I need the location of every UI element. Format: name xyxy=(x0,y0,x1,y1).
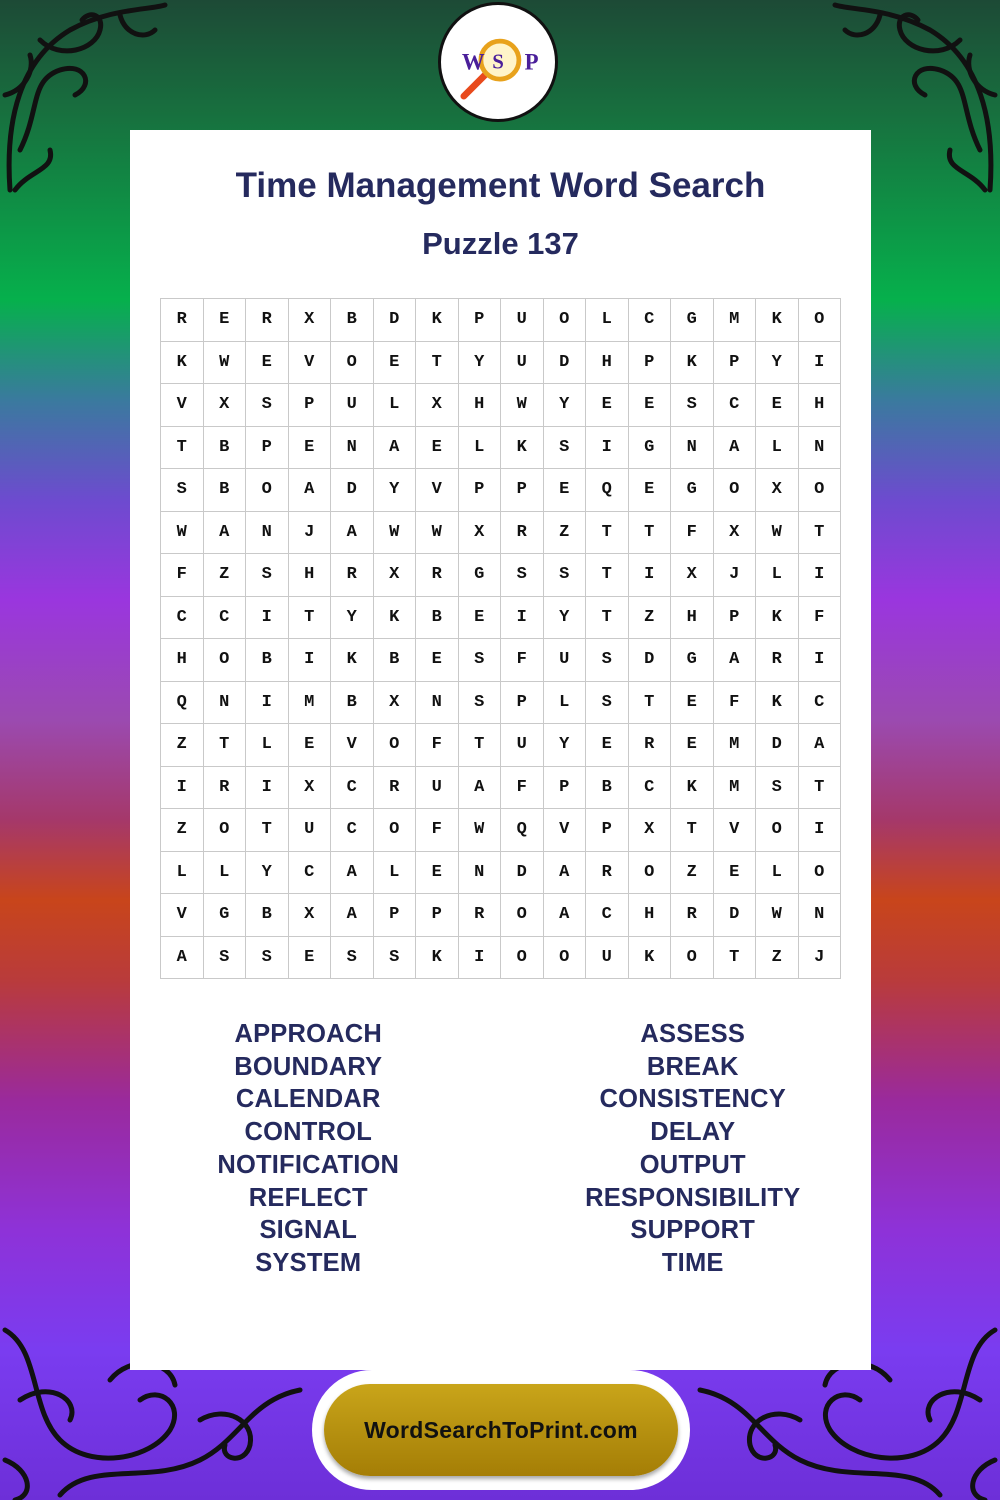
grid-cell[interactable]: B xyxy=(246,894,289,937)
grid-cell[interactable]: R xyxy=(756,639,799,682)
grid-cell[interactable]: U xyxy=(331,384,374,427)
grid-cell[interactable]: L xyxy=(459,427,502,470)
grid-cell[interactable]: C xyxy=(331,767,374,810)
grid-cell[interactable]: E xyxy=(629,384,672,427)
grid-cell[interactable]: W xyxy=(161,512,204,555)
grid-cell[interactable]: P xyxy=(544,767,587,810)
grid-cell[interactable]: L xyxy=(756,852,799,895)
grid-cell[interactable]: D xyxy=(756,724,799,767)
grid-cell[interactable]: O xyxy=(374,724,417,767)
grid-cell[interactable]: Q xyxy=(501,809,544,852)
grid-cell[interactable]: P xyxy=(501,682,544,725)
grid-cell[interactable]: K xyxy=(416,937,459,980)
grid-cell[interactable]: T xyxy=(161,427,204,470)
grid-cell[interactable]: A xyxy=(799,724,842,767)
grid-cell[interactable]: X xyxy=(714,512,757,555)
grid-cell[interactable]: E xyxy=(671,724,714,767)
grid-cell[interactable]: K xyxy=(756,597,799,640)
letter-grid xyxy=(160,298,841,979)
grid-cell[interactable]: L xyxy=(374,384,417,427)
puzzle-subtitle: Puzzle 137 xyxy=(422,226,579,261)
grid-cell[interactable]: K xyxy=(416,299,459,342)
grid-cell[interactable]: T xyxy=(586,597,629,640)
grid-cell[interactable]: D xyxy=(501,852,544,895)
puzzle-card xyxy=(130,130,871,1370)
grid-cell[interactable]: U xyxy=(544,639,587,682)
grid-cell[interactable]: C xyxy=(331,809,374,852)
grid-cell[interactable]: F xyxy=(671,512,714,555)
grid-cell[interactable]: I xyxy=(246,597,289,640)
word-item: CALENDAR xyxy=(235,1085,381,1114)
grid-cell[interactable]: S xyxy=(671,384,714,427)
grid-cell[interactable]: G xyxy=(459,554,502,597)
grid-cell[interactable]: Y xyxy=(544,597,587,640)
word-item: APPROACH xyxy=(234,1020,383,1048)
grid-cell[interactable]: Y xyxy=(544,724,587,767)
grid-cell[interactable]: L xyxy=(161,852,204,895)
grid-cell[interactable]: F xyxy=(501,767,544,810)
grid-cell[interactable]: K xyxy=(161,342,204,385)
grid-cell[interactable]: X xyxy=(289,767,332,810)
grid-cell[interactable]: W xyxy=(459,809,502,852)
word-item: CONSISTENCY xyxy=(599,1085,786,1114)
magnifier-icon xyxy=(441,5,555,119)
grid-cell[interactable]: I xyxy=(629,554,672,597)
grid-cell[interactable]: B xyxy=(204,469,247,512)
grid-cell[interactable]: B xyxy=(416,597,459,640)
grid-cell[interactable]: Y xyxy=(459,342,502,385)
grid-cell[interactable]: X xyxy=(289,894,332,937)
grid-cell[interactable]: D xyxy=(714,894,757,937)
grid-cell[interactable]: R xyxy=(501,512,544,555)
grid-cell[interactable]: J xyxy=(799,937,842,980)
grid-cell[interactable]: A xyxy=(331,512,374,555)
grid-cell[interactable]: R xyxy=(161,299,204,342)
grid-cell[interactable]: R xyxy=(204,767,247,810)
grid-cell[interactable]: A xyxy=(374,427,417,470)
grid-cell[interactable]: E xyxy=(416,852,459,895)
grid-cell[interactable]: I xyxy=(459,937,502,980)
grid-cell[interactable]: Z xyxy=(544,512,587,555)
grid-cell[interactable]: B xyxy=(204,427,247,470)
grid-cell[interactable]: R xyxy=(586,852,629,895)
grid-cell[interactable]: A xyxy=(714,639,757,682)
grid-cell[interactable]: P xyxy=(459,299,502,342)
grid-cell[interactable]: O xyxy=(246,469,289,512)
grid-cell[interactable]: B xyxy=(586,767,629,810)
grid-cell[interactable]: I xyxy=(161,767,204,810)
grid-cell[interactable]: Q xyxy=(586,469,629,512)
grid-cell[interactable]: N xyxy=(204,682,247,725)
grid-cell[interactable]: O xyxy=(374,809,417,852)
grid-cell[interactable]: I xyxy=(799,639,842,682)
grid-cell[interactable]: E xyxy=(671,682,714,725)
grid-cell[interactable]: P xyxy=(586,809,629,852)
grid-cell[interactable]: M xyxy=(714,724,757,767)
grid-cell[interactable]: E xyxy=(629,469,672,512)
grid-cell[interactable]: S xyxy=(501,554,544,597)
grid-cell[interactable]: X xyxy=(289,299,332,342)
grid-cell[interactable]: C xyxy=(289,852,332,895)
grid-cell[interactable]: I xyxy=(586,427,629,470)
word-item: BREAK xyxy=(646,1052,739,1081)
grid-cell[interactable]: A xyxy=(544,852,587,895)
grid-cell[interactable]: K xyxy=(671,342,714,385)
site-badge xyxy=(312,1370,690,1490)
grid-cell[interactable]: I xyxy=(289,639,332,682)
grid-cell[interactable]: A xyxy=(161,937,204,980)
grid-cell[interactable]: G xyxy=(671,469,714,512)
grid-cell[interactable]: T xyxy=(586,554,629,597)
grid-cell[interactable]: A xyxy=(459,767,502,810)
grid-cell[interactable]: L xyxy=(544,682,587,725)
grid-cell[interactable]: E xyxy=(714,852,757,895)
grid-cell[interactable]: C xyxy=(629,767,672,810)
grid-cell[interactable]: S xyxy=(544,554,587,597)
grid-cell[interactable]: N xyxy=(246,512,289,555)
grid-cell[interactable]: G xyxy=(629,427,672,470)
grid-cell[interactable]: A xyxy=(204,512,247,555)
grid-cell[interactable]: X xyxy=(204,384,247,427)
grid-cell[interactable]: A xyxy=(331,852,374,895)
grid-cell[interactable]: O xyxy=(204,809,247,852)
grid-cell[interactable]: T xyxy=(586,512,629,555)
grid-cell[interactable]: O xyxy=(544,299,587,342)
grid-cell[interactable]: G xyxy=(671,639,714,682)
grid-cell[interactable]: W xyxy=(756,512,799,555)
grid-cell[interactable]: K xyxy=(756,299,799,342)
grid-cell[interactable]: E xyxy=(374,342,417,385)
word-item: NOTIFICATION xyxy=(217,1150,400,1179)
grid-cell[interactable]: A xyxy=(714,427,757,470)
grid-cell[interactable]: R xyxy=(331,554,374,597)
grid-cell[interactable]: I xyxy=(246,767,289,810)
grid-cell[interactable]: O xyxy=(204,639,247,682)
logo-letter-s: S xyxy=(492,49,504,74)
grid-cell[interactable]: K xyxy=(671,767,714,810)
grid-cell[interactable]: S xyxy=(544,427,587,470)
grid-cell[interactable]: R xyxy=(629,724,672,767)
grid-cell[interactable]: H xyxy=(289,554,332,597)
puzzle-title: Time Management Word Search xyxy=(235,166,766,205)
grid-cell[interactable]: W xyxy=(501,384,544,427)
grid-cell[interactable]: N xyxy=(416,682,459,725)
grid-cell[interactable]: Z xyxy=(161,724,204,767)
grid-cell[interactable]: U xyxy=(586,937,629,980)
grid-cell[interactable]: P xyxy=(459,469,502,512)
grid-cell[interactable]: D xyxy=(544,342,587,385)
word-list-right xyxy=(508,1018,879,1280)
grid-cell[interactable]: M xyxy=(714,299,757,342)
grid-cell[interactable]: S xyxy=(331,937,374,980)
site-url[interactable]: WordSearchToPrint.com xyxy=(364,1416,638,1443)
grid-cell[interactable]: V xyxy=(544,809,587,852)
grid-cell[interactable]: S xyxy=(459,639,502,682)
grid-cell[interactable]: X xyxy=(459,512,502,555)
grid-cell[interactable]: V xyxy=(161,894,204,937)
grid-cell[interactable]: S xyxy=(374,937,417,980)
grid-cell[interactable]: B xyxy=(374,639,417,682)
grid-cell[interactable]: E xyxy=(289,427,332,470)
grid-cell[interactable]: L xyxy=(756,554,799,597)
grid-cell[interactable]: H xyxy=(629,894,672,937)
grid-cell[interactable]: T xyxy=(671,809,714,852)
grid-cell[interactable]: F xyxy=(161,554,204,597)
grid-cell[interactable]: F xyxy=(416,724,459,767)
grid-cell[interactable]: J xyxy=(714,554,757,597)
grid-cell[interactable]: L xyxy=(204,852,247,895)
grid-cell[interactable]: X xyxy=(374,554,417,597)
grid-cell[interactable]: T xyxy=(799,767,842,810)
grid-cell[interactable]: I xyxy=(799,554,842,597)
grid-cell[interactable]: C xyxy=(161,597,204,640)
grid-cell[interactable]: P xyxy=(714,342,757,385)
grid-cell[interactable]: E xyxy=(289,724,332,767)
grid-cell[interactable]: J xyxy=(289,512,332,555)
grid-cell[interactable]: I xyxy=(799,809,842,852)
grid-cell[interactable]: X xyxy=(374,682,417,725)
grid-cell[interactable]: T xyxy=(629,512,672,555)
grid-cell[interactable]: I xyxy=(799,342,842,385)
grid-cell[interactable]: H xyxy=(671,597,714,640)
word-item: TIME xyxy=(661,1248,724,1277)
grid-cell[interactable]: O xyxy=(799,852,842,895)
grid-cell[interactable]: D xyxy=(331,469,374,512)
grid-cell[interactable]: H xyxy=(161,639,204,682)
grid-cell[interactable]: I xyxy=(246,682,289,725)
grid-cell[interactable]: E xyxy=(586,384,629,427)
grid-cell[interactable]: L xyxy=(586,299,629,342)
grid-cell[interactable]: E xyxy=(416,427,459,470)
grid-cell[interactable]: E xyxy=(289,937,332,980)
grid-cell[interactable]: L xyxy=(246,724,289,767)
grid-cell[interactable]: Y xyxy=(331,597,374,640)
word-item: OUTPUT xyxy=(639,1150,746,1179)
logo-letter-w: W xyxy=(461,49,485,75)
grid-cell[interactable]: U xyxy=(416,767,459,810)
grid-cell[interactable]: N xyxy=(799,894,842,937)
grid-cell[interactable]: O xyxy=(671,937,714,980)
grid-cell[interactable]: B xyxy=(246,639,289,682)
grid-cell[interactable]: U xyxy=(289,809,332,852)
grid-cell[interactable]: P xyxy=(714,597,757,640)
grid-cell[interactable]: R xyxy=(246,299,289,342)
grid-cell[interactable]: O xyxy=(629,852,672,895)
grid-cell[interactable]: L xyxy=(374,852,417,895)
word-item: DELAY xyxy=(650,1118,736,1147)
grid-cell[interactable]: V xyxy=(161,384,204,427)
grid-cell[interactable]: O xyxy=(756,809,799,852)
grid-cell[interactable]: P xyxy=(246,427,289,470)
grid-cell[interactable]: Y xyxy=(756,342,799,385)
grid-cell[interactable]: H xyxy=(799,384,842,427)
grid-cell[interactable]: T xyxy=(416,342,459,385)
grid-cell[interactable]: O xyxy=(331,342,374,385)
word-item: SIGNAL xyxy=(259,1216,358,1245)
grid-cell[interactable]: M xyxy=(289,682,332,725)
grid-cell[interactable]: H xyxy=(586,342,629,385)
grid-cell[interactable]: N xyxy=(459,852,502,895)
grid-cell[interactable]: R xyxy=(416,554,459,597)
grid-cell[interactable]: T xyxy=(629,682,672,725)
grid-cell[interactable]: U xyxy=(501,299,544,342)
grid-cell[interactable]: F xyxy=(714,682,757,725)
grid-cell[interactable]: Y xyxy=(246,852,289,895)
grid-cell[interactable]: C xyxy=(714,384,757,427)
grid-cell[interactable]: R xyxy=(459,894,502,937)
grid-cell[interactable]: E xyxy=(459,597,502,640)
grid-cell[interactable]: K xyxy=(629,937,672,980)
grid-cell[interactable]: E xyxy=(756,384,799,427)
grid-cell[interactable]: E xyxy=(416,639,459,682)
grid-cell[interactable]: O xyxy=(544,937,587,980)
grid-cell[interactable]: V xyxy=(289,342,332,385)
grid-cell[interactable]: H xyxy=(459,384,502,427)
word-item: SUPPORT xyxy=(630,1216,756,1245)
grid-cell[interactable]: C xyxy=(629,299,672,342)
grid-cell[interactable]: E xyxy=(246,342,289,385)
grid-cell[interactable]: S xyxy=(756,767,799,810)
grid-cell[interactable]: S xyxy=(246,937,289,980)
grid-cell[interactable]: S xyxy=(246,384,289,427)
grid-cell[interactable]: O xyxy=(714,469,757,512)
grid-cell[interactable]: V xyxy=(416,469,459,512)
grid-cell[interactable]: F xyxy=(416,809,459,852)
grid-cell[interactable]: K xyxy=(756,682,799,725)
grid-cell[interactable]: C xyxy=(204,597,247,640)
grid-cell[interactable]: S xyxy=(586,682,629,725)
grid-cell[interactable]: D xyxy=(629,639,672,682)
grid-cell[interactable]: N xyxy=(331,427,374,470)
word-item: ASSESS xyxy=(640,1020,746,1048)
grid-cell[interactable]: N xyxy=(671,427,714,470)
word-item: RESPONSIBILITY xyxy=(585,1183,801,1212)
grid-cell[interactable]: P xyxy=(501,469,544,512)
grid-cell[interactable]: O xyxy=(501,894,544,937)
grid-cell[interactable]: W xyxy=(416,512,459,555)
grid-cell[interactable]: B xyxy=(331,299,374,342)
grid-cell[interactable]: T xyxy=(799,512,842,555)
grid-cell[interactable]: V xyxy=(331,724,374,767)
grid-cell[interactable]: S xyxy=(246,554,289,597)
grid-cell[interactable]: N xyxy=(799,427,842,470)
word-item: SYSTEM xyxy=(255,1248,362,1277)
grid-cell[interactable]: Z xyxy=(204,554,247,597)
grid-cell[interactable]: T xyxy=(459,724,502,767)
grid-cell[interactable]: I xyxy=(501,597,544,640)
grid-cell[interactable]: T xyxy=(246,809,289,852)
grid-cell[interactable]: Y xyxy=(374,469,417,512)
grid-cell[interactable]: A xyxy=(331,894,374,937)
grid-cell[interactable]: Q xyxy=(161,682,204,725)
grid-cell[interactable]: D xyxy=(374,299,417,342)
word-list xyxy=(130,1018,871,1280)
grid-cell[interactable]: G xyxy=(204,894,247,937)
grid-cell[interactable]: U xyxy=(501,342,544,385)
grid-cell[interactable]: P xyxy=(289,384,332,427)
grid-cell[interactable]: S xyxy=(161,469,204,512)
logo-letter-p: P xyxy=(524,49,539,75)
grid-cell[interactable]: O xyxy=(799,469,842,512)
grid-cell[interactable]: P xyxy=(374,894,417,937)
grid-cell[interactable]: S xyxy=(459,682,502,725)
grid-cell[interactable]: P xyxy=(629,342,672,385)
word-list-left xyxy=(123,1018,494,1280)
grid-cell[interactable]: O xyxy=(799,299,842,342)
grid-cell[interactable]: L xyxy=(756,427,799,470)
grid-cell[interactable]: Y xyxy=(544,384,587,427)
grid-cell[interactable]: C xyxy=(586,894,629,937)
grid-cell[interactable]: S xyxy=(204,937,247,980)
word-item: CONTROL xyxy=(244,1118,372,1147)
grid-cell[interactable]: A xyxy=(289,469,332,512)
word-item: REFLECT xyxy=(248,1183,368,1212)
grid-cell[interactable]: Z xyxy=(756,937,799,980)
grid-cell[interactable]: Z xyxy=(629,597,672,640)
grid-cell[interactable]: X xyxy=(756,469,799,512)
grid-cell[interactable]: X xyxy=(671,554,714,597)
site-button[interactable] xyxy=(324,1384,678,1476)
grid-cell[interactable]: M xyxy=(714,767,757,810)
grid-cell[interactable]: S xyxy=(586,639,629,682)
grid-cell[interactable]: V xyxy=(714,809,757,852)
grid-cell[interactable]: X xyxy=(629,809,672,852)
grid-cell[interactable]: Z xyxy=(161,809,204,852)
grid-cell[interactable]: W xyxy=(374,512,417,555)
wsp-logo[interactable] xyxy=(438,2,558,122)
grid-cell[interactable]: K xyxy=(331,639,374,682)
grid-cell[interactable]: P xyxy=(416,894,459,937)
grid-cell[interactable]: F xyxy=(501,639,544,682)
grid-cell[interactable]: U xyxy=(501,724,544,767)
grid-cell[interactable]: G xyxy=(671,299,714,342)
grid-cell[interactable]: R xyxy=(374,767,417,810)
grid-cell[interactable]: Z xyxy=(671,852,714,895)
grid-cell[interactable]: F xyxy=(799,597,842,640)
grid-cell[interactable]: E xyxy=(544,469,587,512)
grid-cell[interactable]: W xyxy=(204,342,247,385)
grid-cell[interactable]: E xyxy=(204,299,247,342)
grid-cell[interactable]: T xyxy=(714,937,757,980)
grid-cell[interactable]: K xyxy=(374,597,417,640)
grid-cell[interactable]: O xyxy=(501,937,544,980)
grid-cell[interactable]: B xyxy=(331,682,374,725)
grid-cell[interactable]: W xyxy=(756,894,799,937)
word-item: BOUNDARY xyxy=(234,1052,383,1081)
grid-cell[interactable]: K xyxy=(501,427,544,470)
grid-cell[interactable]: X xyxy=(416,384,459,427)
grid-cell[interactable]: T xyxy=(204,724,247,767)
grid-cell[interactable]: A xyxy=(544,894,587,937)
grid-cell[interactable]: R xyxy=(671,894,714,937)
grid-cell[interactable]: C xyxy=(799,682,842,725)
grid-cell[interactable]: T xyxy=(289,597,332,640)
grid-cell[interactable]: E xyxy=(586,724,629,767)
